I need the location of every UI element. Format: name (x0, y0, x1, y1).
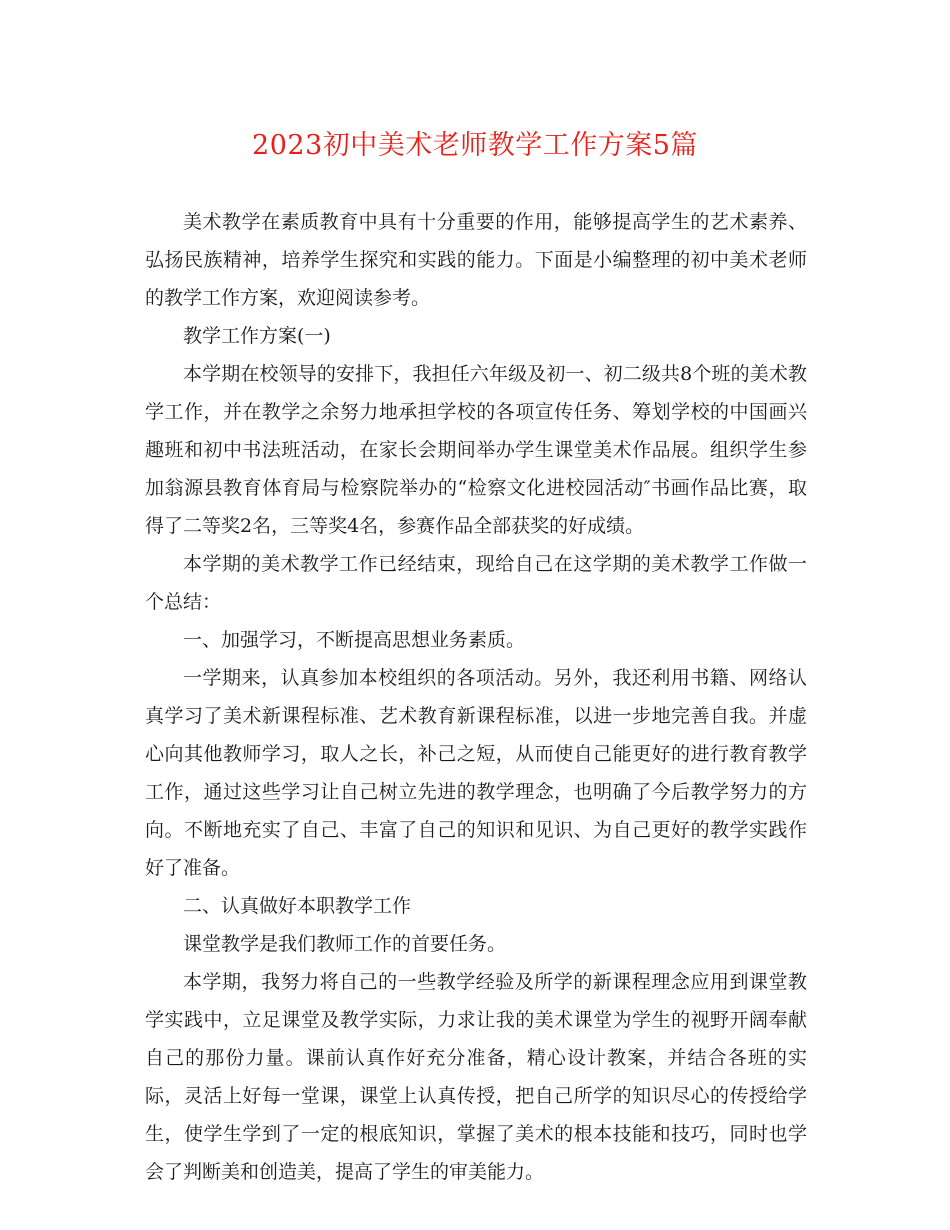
paragraph-section-one-body: 一学期来，认真参加本校组织的各项活动。另外，我还利用书籍、网络认真学习了美术新课程标准、艺术教育新课程标准，以进一步地完善自我。并虚心向其他教师学习，取人之长，补己之短，从而使自己能更好的进行教育教学工作，通过这些学习让自己树立先进的教学理念，也明确了今后教学努力的方向。不断地充实了自己、丰富了自己的知识和见识、为自己更好的教学实践作好了准备。 (145, 667, 807, 879)
document-body (145, 203, 807, 1191)
paragraph-summary-intro: 本学期的美术教学工作已经结束，现给自己在这学期的美术教学工作做一个总结： (145, 553, 807, 613)
paragraph-section-two-lead: 课堂教学是我们教师工作的首要任务。 (183, 933, 507, 955)
paragraph-section-one-heading: 一、加强学习，不断提高思想业务素质。 (183, 629, 526, 651)
paragraph-semester-work: 本学期在校领导的安排下，我担任六年级及初一、初二级共8个班的美术教学工作，并在教学之余努力地承担学校的各项宣传任务、筹划学校的中国画兴趣班和初中书法班活动，在家长会期间举办学生课堂美术作品展。组织学生参加翁源县教育体育局与检察院举办的“检察文化进校园活动″书画作品比赛，取得了二等奖2名，三等奖4名，参赛作品全部获奖的好成绩。 (145, 363, 807, 537)
paragraph-intro: 美术教学在素质教育中具有十分重要的作用，能够提高学生的艺术素养、弘扬民族精神，培养学生探究和实践的能力。下面是小编整理的初中美术老师的教学工作方案，欢迎阅读参考。 (145, 211, 807, 309)
paragraph-section-two-body: 本学期，我努力将自己的一些教学经验及所学的新课程理念应用到课堂教学实践中，立足课堂及教学实际，力求让我的美术课堂为学生的视野开阔奉献自己的那份力量。课前认真作好充分准备，精心设计教案，并结合各班的实际，灵活上好每一堂课，课堂上认真传授，把自己所学的知识尽心的传授给学生，使学生学到了一定的根底知识，掌握了美术的根本技能和技巧，同时也学会了判断美和创造美，提高了学生的审美能力。 (145, 971, 807, 1183)
paragraph-section-two-heading: 二、认真做好本职教学工作 (183, 895, 412, 917)
paragraph-plan-heading: 教学工作方案(一) (183, 325, 331, 347)
document-title: 2023初中美术老师教学工作方案5篇 (252, 130, 698, 161)
